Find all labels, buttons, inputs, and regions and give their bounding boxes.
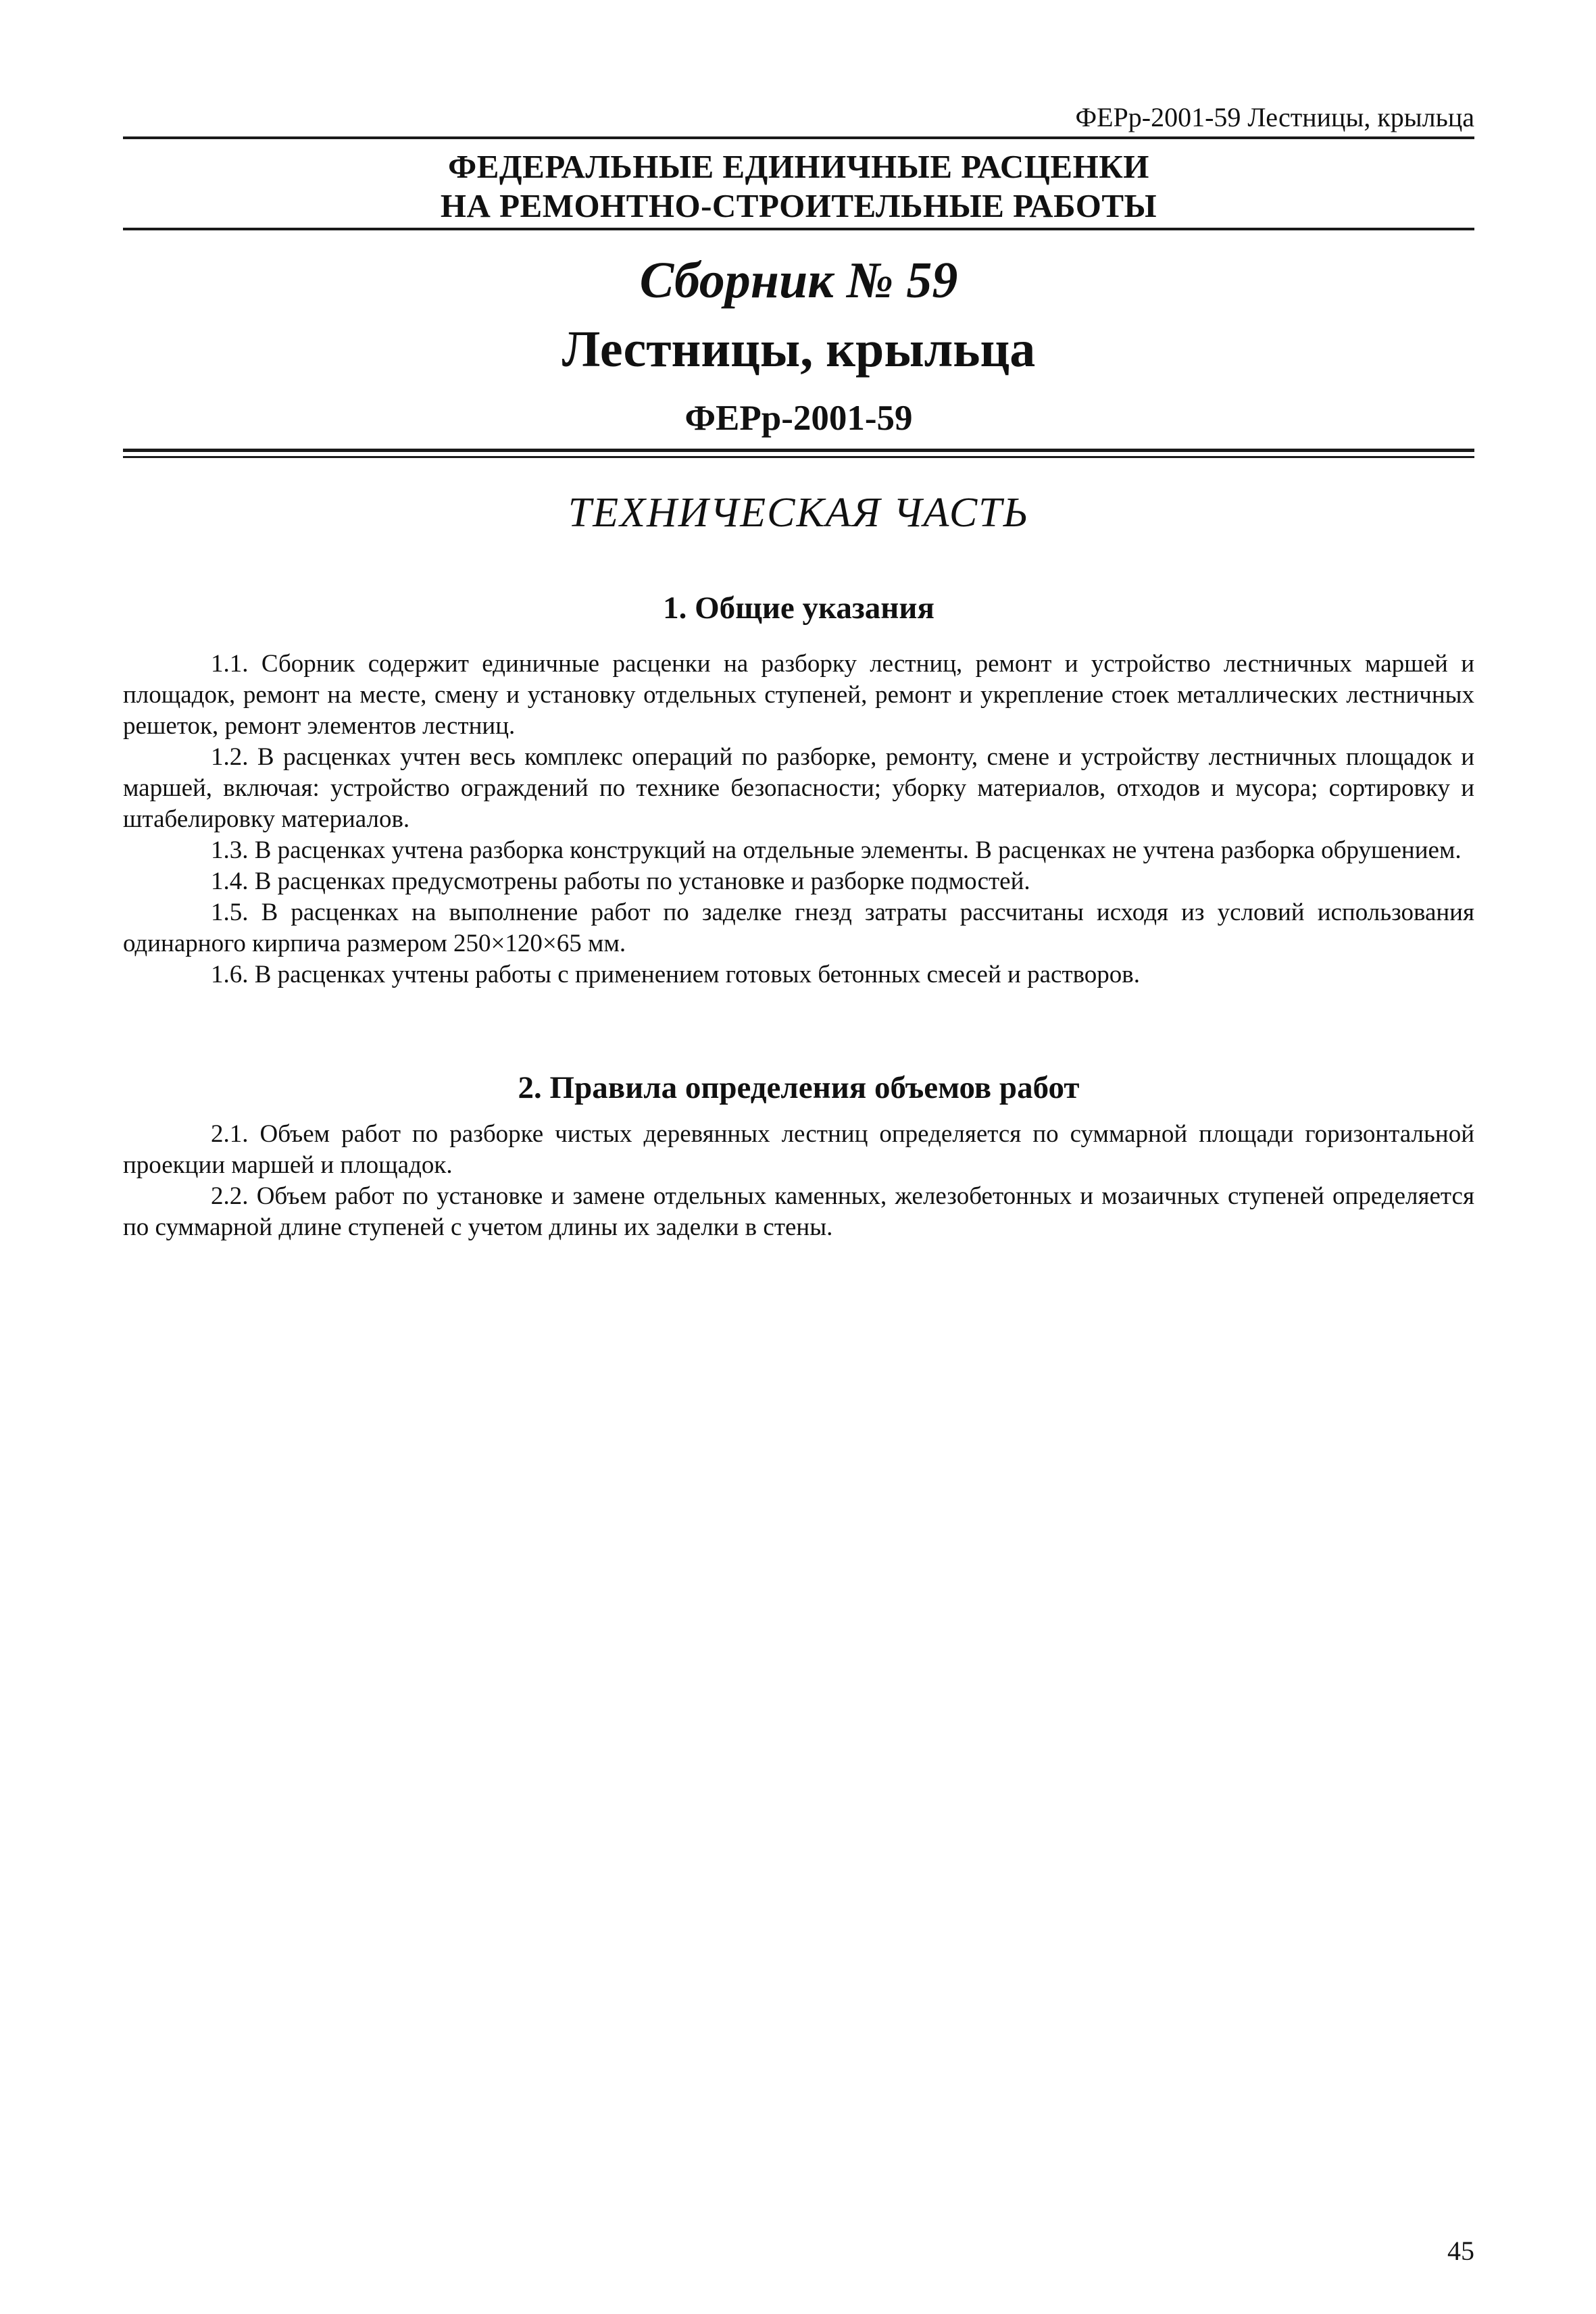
code-title: ФЕРр-2001-59: [684, 399, 913, 438]
document-page: [123, 0, 1474, 2314]
paragraph-2-2: 2.2. Объем работ по установке и замене отдельных каменных, железобетонных и мозаичных ступеней определяется по суммарной длине ступеней с учетом длины их заделки в стены.: [123, 1182, 1474, 1241]
paragraph-1-4: 1.4. В расценках предусмотрены работы по установке и разборке подмостей.: [211, 867, 1030, 895]
federal-title-line-1: ФЕДЕРАЛЬНЫЕ ЕДИНИЧНЫЕ РАСЦЕНКИ: [448, 148, 1149, 185]
title-rule: [123, 228, 1474, 230]
paragraph-1-3: 1.3. В расценках учтена разборка конструкций на отдельные элементы. В расценках не учтена разборка обрушением.: [211, 836, 1462, 864]
running-header: ФЕРр-2001-59 Лестницы, крыльца: [1075, 102, 1474, 132]
paragraph-1-2: 1.2. В расценках учтен весь комплекс операций по разборке, ремонту, смене и устройству лестничных площадок и маршей, включая: устройство ограждений по технике безопасности; уборку материалов, отходов и мусора; сортировку и штабелировку материалов.: [123, 743, 1474, 833]
paragraph-1-6: 1.6. В расценках учтены работы с применением готовых бетонных смесей и растворов.: [211, 961, 1141, 988]
section-2-body: [123, 1119, 1474, 1243]
section-1-body: [123, 649, 1474, 990]
collection-title: Сборник № 59: [639, 252, 958, 309]
paragraph-2-1: 2.1. Объем работ по разборке чистых деревянных лестниц определяется по суммарной площади горизонтальной проекции маршей и площадок.: [123, 1120, 1474, 1179]
header-rule: [123, 136, 1474, 139]
paragraph-1-1: 1.1. Сборник содержит единичные расценки на разборку лестниц, ремонт и устройство лестничных маршей и площадок, ремонт на месте, смену и установку отдельных ступеней, ремонт и укрепление стоек металлических лестничных решеток, ремонт элементов лестниц.: [123, 650, 1474, 740]
double-rule-bottom: [123, 456, 1474, 458]
federal-title: [123, 147, 1474, 226]
double-rule-top: [123, 449, 1474, 452]
technical-part-title: ТЕХНИЧЕСКАЯ ЧАСТЬ: [568, 490, 1030, 536]
section-2-heading: 2. Правила определения объемов работ: [518, 1070, 1080, 1105]
paragraph-1-5: 1.5. В расценках на выполнение работ по заделке гнезд затраты рассчитаны исходя из условий использования одинарного кирпича размером 250×120×65 мм.: [123, 899, 1474, 957]
subject-title: Лестницы, крыльца: [562, 321, 1036, 378]
section-1-heading: 1. Общие указания: [663, 590, 934, 626]
page-number: 45: [1447, 2236, 1474, 2266]
federal-title-line-2: НА РЕМОНТНО-СТРОИТЕЛЬНЫЕ РАБОТЫ: [440, 187, 1157, 224]
